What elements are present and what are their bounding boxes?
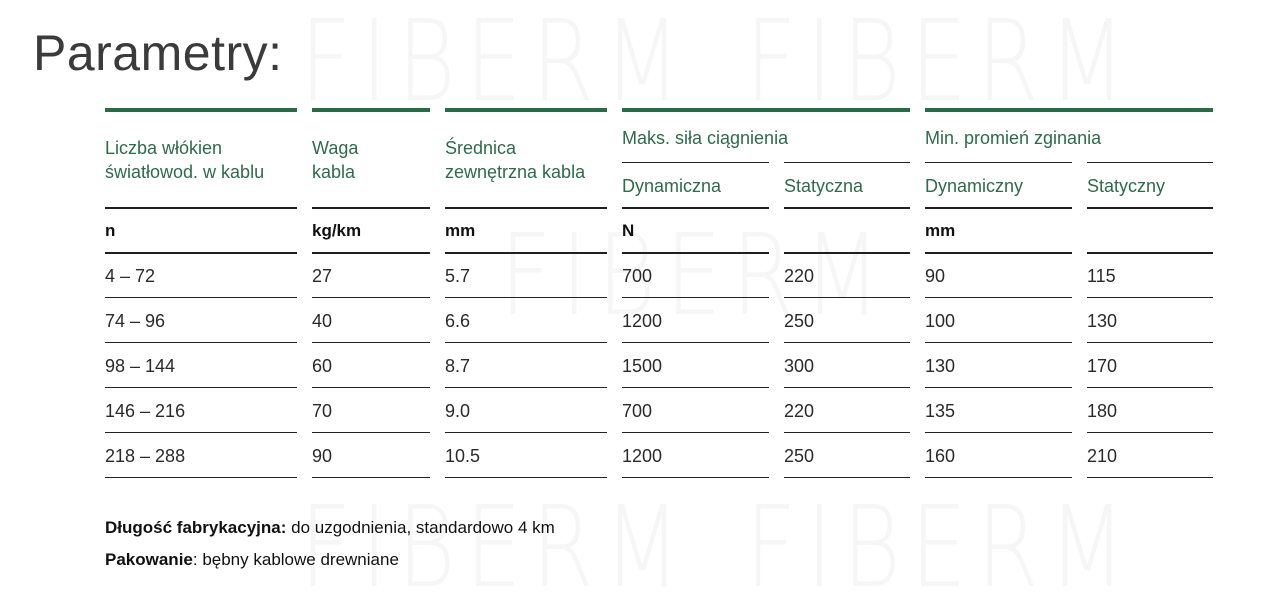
header-rule — [445, 207, 607, 209]
table-cell-t-stat: 220 — [784, 401, 815, 421]
table-cell-diameter: 9.0 — [445, 401, 471, 421]
unit-rule — [925, 252, 1072, 254]
header-rule — [1087, 207, 1213, 209]
table-cell-fibers: 146 – 216 — [105, 401, 186, 421]
notes — [105, 512, 555, 576]
row-rule — [312, 297, 430, 298]
row-rule — [105, 342, 297, 343]
header-diameter: Średnica zewnętrzna kabla — [445, 138, 586, 182]
header-bend-static: Statyczny — [1087, 176, 1166, 196]
row-rule — [445, 297, 607, 298]
row-rule — [105, 387, 297, 388]
row-rule — [1087, 387, 1213, 388]
header-rule — [312, 207, 430, 209]
table-cell-weight: 70 — [312, 401, 333, 421]
subheader-rule — [925, 162, 1072, 163]
unit-diameter: mm — [445, 221, 476, 240]
unit-rule — [105, 252, 297, 254]
table-cell-t-dyn: 700 — [622, 401, 653, 421]
subheader-rule — [622, 162, 769, 163]
table-cell-fibers: 74 – 96 — [105, 311, 166, 331]
header-tensile: Maks. siła ciągnienia — [622, 128, 789, 148]
table-cell-fibers: 98 – 144 — [105, 356, 176, 376]
table-cell-b-stat: 210 — [1087, 446, 1118, 466]
subheader-rule — [784, 162, 910, 163]
unit-rule — [622, 252, 769, 254]
table-cell-diameter: 6.6 — [445, 311, 471, 331]
header-rule — [105, 207, 297, 209]
unit-rule — [784, 252, 910, 254]
row-rule — [105, 432, 297, 433]
note-length-value: do uzgodnienia, standardowo 4 km — [286, 518, 555, 537]
table-cell-b-stat: 180 — [1087, 401, 1118, 421]
unit-rule — [1087, 252, 1213, 254]
row-rule — [784, 432, 910, 433]
row-rule — [312, 342, 430, 343]
table-cell-t-dyn: 1200 — [622, 311, 663, 331]
row-rule — [445, 477, 607, 478]
header-rule — [925, 207, 1072, 209]
note-packing — [105, 544, 555, 576]
table-cell-fibers: 218 – 288 — [105, 446, 186, 466]
row-rule — [105, 477, 297, 478]
unit-fibers: n — [105, 221, 116, 240]
header-bend: Min. promień zginania — [925, 128, 1102, 148]
row-rule — [925, 477, 1072, 478]
table-cell-t-stat: 220 — [784, 266, 815, 286]
row-rule — [445, 342, 607, 343]
header-tensile-static: Statyczna — [784, 176, 864, 196]
unit-weight: kg/km — [312, 221, 362, 240]
row-rule — [1087, 342, 1213, 343]
row-rule — [1087, 477, 1213, 478]
row-rule — [622, 342, 769, 343]
table-cell-b-stat: 130 — [1087, 311, 1118, 331]
table-top-rule — [925, 108, 1213, 112]
header-fibers: Liczba włókien światłowod. w kablu — [105, 138, 265, 182]
table-cell-fibers: 4 – 72 — [105, 266, 156, 286]
table-cell-weight: 60 — [312, 356, 333, 376]
table-cell-t-dyn: 700 — [622, 266, 653, 286]
row-rule — [784, 342, 910, 343]
table-cell-weight: 40 — [312, 311, 333, 331]
table-cell-diameter: 5.7 — [445, 266, 471, 286]
subheader-rule — [1087, 162, 1213, 163]
table-cell-b-dyn: 130 — [925, 356, 956, 376]
note-packing-value: : bębny kablowe drewniane — [192, 550, 399, 569]
table-cell-weight: 90 — [312, 446, 333, 466]
table-top-rule — [445, 108, 607, 112]
note-packing-label: Pakowanie — [105, 550, 193, 569]
unit-rule — [445, 252, 607, 254]
table-cell-weight: 27 — [312, 266, 333, 286]
table-cell-b-stat: 170 — [1087, 356, 1118, 376]
table-cell-t-dyn: 1200 — [622, 446, 663, 466]
table-cell-diameter: 10.5 — [445, 446, 481, 466]
unit-tensile: N — [622, 221, 635, 240]
table-cell-b-dyn: 160 — [925, 446, 956, 466]
header-tensile-dynamic: Dynamiczna — [622, 176, 722, 196]
header-rule — [622, 207, 769, 209]
row-rule — [312, 477, 430, 478]
row-rule — [925, 432, 1072, 433]
table-top-rule — [622, 108, 910, 112]
row-rule — [1087, 297, 1213, 298]
row-rule — [784, 477, 910, 478]
table-cell-t-stat: 250 — [784, 311, 815, 331]
note-length — [105, 512, 555, 544]
row-rule — [622, 477, 769, 478]
row-rule — [312, 387, 430, 388]
unit-rule — [312, 252, 430, 254]
row-rule — [784, 387, 910, 388]
row-rule — [622, 387, 769, 388]
note-length-label: Długość fabrykacyjna: — [105, 518, 287, 537]
row-rule — [445, 387, 607, 388]
table-cell-b-dyn: 100 — [925, 311, 956, 331]
table-cell-b-stat: 115 — [1087, 266, 1116, 286]
row-rule — [312, 432, 430, 433]
table-cell-b-dyn: 90 — [925, 266, 946, 286]
table-top-rule — [105, 108, 297, 112]
table-cell-b-dyn: 135 — [925, 401, 956, 421]
row-rule — [925, 297, 1072, 298]
table-cell-t-stat: 300 — [784, 356, 815, 376]
table-cell-t-dyn: 1500 — [622, 356, 663, 376]
unit-bend: mm — [925, 221, 956, 240]
row-rule — [622, 297, 769, 298]
row-rule — [1087, 432, 1213, 433]
table-cell-diameter: 8.7 — [445, 356, 471, 376]
header-rule — [784, 207, 910, 209]
header-bend-dynamic: Dynamiczny — [925, 176, 1024, 196]
page-title: Parametry: — [33, 25, 283, 81]
table-top-rule — [312, 108, 430, 112]
row-rule — [445, 432, 607, 433]
header-weight: Waga kabla — [312, 138, 359, 182]
row-rule — [925, 342, 1072, 343]
row-rule — [784, 297, 910, 298]
row-rule — [925, 387, 1072, 388]
row-rule — [105, 297, 297, 298]
table-cell-t-stat: 250 — [784, 446, 815, 466]
row-rule — [622, 432, 769, 433]
